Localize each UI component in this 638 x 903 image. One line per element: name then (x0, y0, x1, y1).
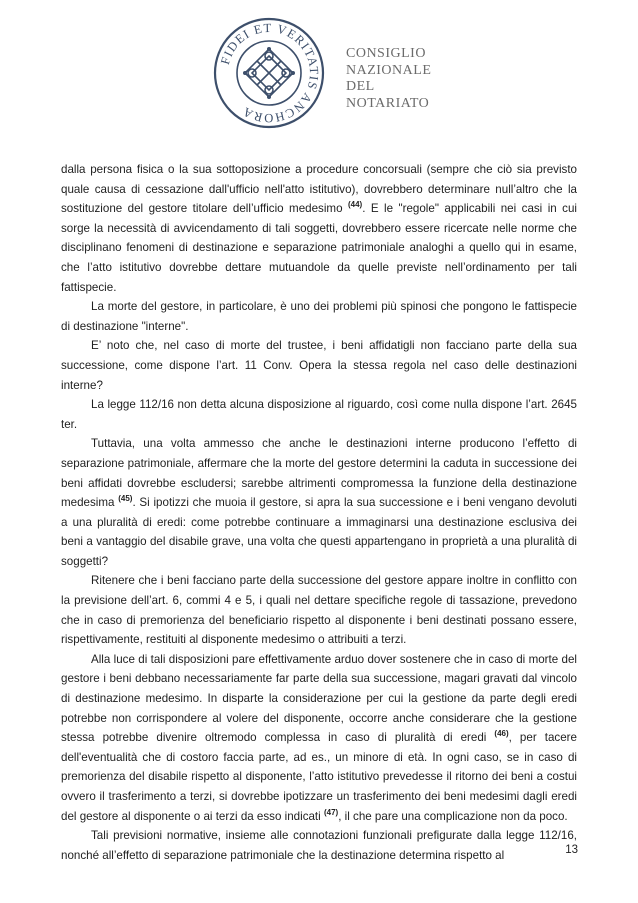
paragraph-8: Tali previsioni normative, insieme alle connotazioni funzionali prefigurate dalla legge 112/16, nonché all’effetto di separazione patrimoniale che la destinazione determina rispetto al (61, 829, 577, 862)
document-body (61, 160, 577, 865)
paragraph-1: dalla persona fisica o la sua sottoposizione a procedure concorsuali (sempre che ciò sia previsto quale causa di cessazione dall'ufficio nell'atto istitutivo), dovrebbero determinare null’altro che la sostituzione del gestore titolare dell’ufficio medesimo $^{(44)}$. E le "regole" applicabili nei casi in cui sorge la necessità di avvicendamento di tali soggetti, dovrebbero essere ricercate nelle norme che disciplinano fenomeni di destinazione e separazione patrimoniale analoghi a quello qui in esame, che l’atto istitutivo dovrebbe dettare mutuandole da quelle previste nell’ordinamento per tali fattispecie. (61, 163, 577, 294)
footnote-ref-47[interactable]: (47) (323, 807, 339, 817)
footnote-ref-46[interactable]: (46) (494, 729, 509, 739)
seal-knot-icon (245, 49, 293, 97)
org-line-3: DEL (346, 79, 375, 94)
paragraph-2: La morte del gestore, in particolare, è uno dei problemi più spinosi che pongono le fattispecie di destinazione "interne". (61, 300, 577, 333)
paragraph-6: Ritenere che i beni facciano parte della successione del gestore appare inoltre in conflitto con la previsione dell’art. 6, commi 4 e 5, i quali nel dettare specifiche regole di tassazione, prevedono che in caso di premorienza del beneficiario rispetto al disponente i beni destinati possano essere, rispettivamente, restituiti al disponente medesimo o attribuiti a terzi. (61, 574, 577, 647)
page-number: 13 (565, 844, 578, 856)
paragraph-3: E’ noto che, nel caso di morte del trustee, i beni affidatigli non facciano parte della sua successione, come dispone l’art. 11 Conv. Opera la stessa regola nel caso delle destinazioni interne? (61, 339, 577, 392)
paragraph-4: La legge 112/16 non detta alcuna disposizione al riguardo, così come nulla dispone l’art. 2645 ter. (61, 398, 577, 431)
header (212, 16, 442, 128)
footnote-ref-44[interactable]: (44) (347, 200, 363, 210)
org-line-4: NOTARIATO (346, 95, 430, 111)
organization-name (346, 46, 431, 112)
org-line-2: NAZIONALE (346, 62, 432, 78)
paragraph-5: Tuttavia, una volta ammesso che anche le destinazioni interne producono l’effetto di separazione patrimoniale, affermare che la morte del gestore determini la caduta in successione dei beni affidati dovrebbe escludersi; sarebbe altrimenti compromessa la funzione della destinazione medesima $^{(45)}$. Si ipotizzi che muoia il gestore, si apra la sua successione e i beni vengano devoluti a una pluralità di eredi: come potrebbe continuare a immaginarsi una destinazione esclusiva dei beni a vantaggio del disabile grave, una volta che questi appartengano in proprietà a una pluralità di soggetti? (61, 437, 577, 568)
seal-motto: FIDEI ET VERITATIS ANCHORA (217, 20, 322, 126)
org-line-1: CONSIGLIO (346, 46, 426, 61)
notariato-seal-logo (212, 16, 326, 130)
footnote-ref-45[interactable]: (45) (118, 494, 133, 504)
paragraph-7: Alla luce di tali disposizioni pare effettivamente arduo dover sostenere che in caso di morte del gestore i beni debbano necessariamente far parte della sua successione, magari gravati dal vincolo di destinazione medesimo. In disparte la considerazione per cui la gestione da parte degli eredi potrebbe non corrispondere al volere del disponente, occorre anche considerare che la gestione stessa potrebbe divenire oltremodo complessa in caso di pluralità di eredi $^{(46)}$, per tacere dell'eventualità che di costoro faccia parte, ad es., un minore di età. In ogni caso, se in caso di premorienza del disabile rispetto al disponente, l’atto istitutivo prevedesse il ritorno dei beni a costui ovvero il trasferimento a terzi, si dovrebbe ipotizzare un trasferimento dei beni medesimi dagli eredi del gestore al disponente o ai terzi da esso indicati $^{(47)}$, il che pare una complicazione non da poco. (61, 652, 577, 823)
